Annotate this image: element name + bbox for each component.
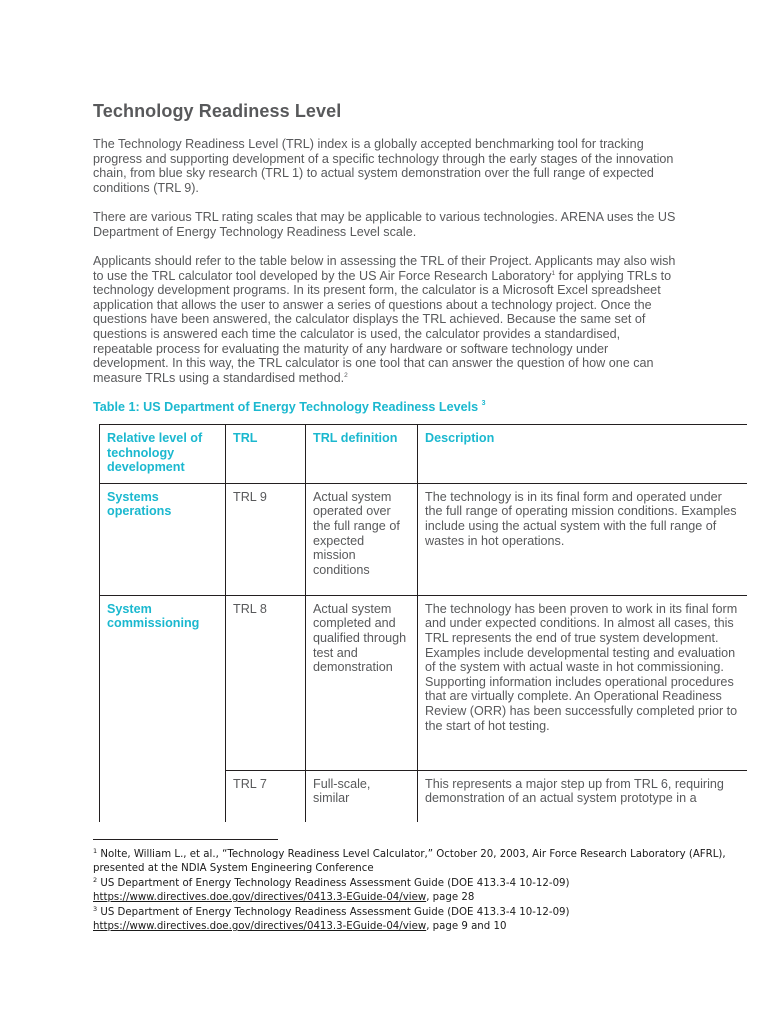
table-row	[100, 595, 748, 770]
trl-table-container	[99, 424, 747, 822]
footnote-3	[93, 906, 733, 935]
table-row	[100, 483, 748, 595]
header-definition: TRL definition	[306, 425, 418, 484]
trl-cell: TRL 7	[226, 770, 306, 822]
table-header-row	[100, 425, 748, 484]
trl-table	[99, 424, 747, 822]
level-cell: Systems operations	[100, 483, 226, 595]
footnote-2	[93, 877, 733, 906]
footnote-suffix: , page 28	[426, 892, 475, 904]
description-cell: The technology has been proven to work in its final form and under expected conditions. In almost all cases, this TRL represents the end of true system development. Examples include developmental testing and evaluation of the system with actual waste in hot commissioning. Supporting information includes operational procedures that are virtually complete. An Operational Readiness Review (ORR) has been successfully completed prior to the start of hot testing.	[418, 595, 748, 770]
footnote-divider	[93, 839, 278, 840]
footnote-1	[93, 848, 733, 877]
footnote-suffix: , page 9 and 10	[426, 921, 507, 933]
footnote-number: 3	[93, 904, 98, 913]
page-title: Technology Readiness Level	[93, 101, 342, 121]
footnote-ref-3[interactable]: 3	[481, 400, 486, 407]
definition-cell: Actual system operated over the full range of expected mission conditions	[306, 483, 418, 595]
header-level: Relative level of technology development	[100, 425, 226, 484]
applicants-text-b: for applying TRLs to technology development programs. In its present form, the calculator is a Microsoft Excel spreadsheet application that allows the user to answer a series of questions about a technology project. Once the questions have been answered, the calculator displays the TRL achieved. Because the same set of questions is answered each time the calculator is used, the calculator provides a standardised, repeatable process for evaluating the maturity of any hardware or software technology under development. In this way, the TRL calculator is one tool that can answer the question of how one can measure TRLs using a standardised method.	[93, 268, 672, 385]
header-trl: TRL	[226, 425, 306, 484]
description-cell: The technology is in its final form and operated under the full range of operating mission conditions. Examples include using the actual system with the full range of wastes in hot operations.	[418, 483, 748, 595]
intro-paragraph: The Technology Readiness Level (TRL) index is a globally accepted benchmarking tool for tracking progress and supporting development of a specific technology through the early stages of the innovation chain, from blue sky research (TRL 1) to actual system demonstration over the full range of expected conditions (TRL 9).	[93, 137, 674, 195]
trl-cell: TRL 9	[226, 483, 306, 595]
trl-cell: TRL 8	[226, 595, 306, 770]
footnote-link[interactable]: https://www.directives.doe.gov/directives/0413.3-EGuide-04/view	[93, 921, 427, 933]
footnote-text: Nolte, William L., et al., “Technology Readiness Level Calculator,” October 20, 2003, Air Force Research Laboratory (AFRL), presented at the NDIA System Engineering Conference	[93, 849, 726, 875]
level-cell-empty	[100, 770, 226, 822]
footnote-number: 2	[93, 875, 98, 884]
description-cell: This represents a major step up from TRL 6, requiring demonstration of an actual system prototype in a	[418, 770, 748, 822]
table-caption	[93, 400, 486, 414]
table-row	[100, 770, 748, 822]
trl-scales-paragraph: There are various TRL rating scales that may be applicable to various technologies. ARENA uses the US Department of Energy Technology Readiness Level scale.	[93, 210, 676, 239]
footnote-number: 1	[93, 847, 98, 855]
footnote-link[interactable]: https://www.directives.doe.gov/directives/0413.3-EGuide-04/view	[93, 892, 427, 904]
footnote-text: US Department of Energy Technology Readiness Assessment Guide (DOE 413.3-4 10-12-09)	[100, 877, 570, 889]
definition-cell: Actual system completed and qualified through test and demonstration	[306, 595, 418, 770]
footnote-text: US Department of Energy Technology Readiness Assessment Guide (DOE 413.3-4 10-12-09)	[100, 906, 570, 918]
footnotes	[93, 848, 733, 934]
level-cell: System commissioning	[100, 595, 226, 770]
footnote-ref-2[interactable]: 2	[344, 371, 348, 379]
header-description: Description	[418, 425, 748, 484]
definition-cell: Full-scale, similar	[306, 770, 418, 822]
footnote-ref-1[interactable]: 1	[551, 269, 556, 277]
applicants-paragraph	[93, 254, 683, 385]
applicants-text-a: Applicants should refer to the table below in assessing the TRL of their Project. Applicants may also wish to use the TRL calculator tool developed by the US Air Force Research Laboratory	[93, 254, 676, 283]
table-caption-text: Table 1: US Department of Energy Technology Readiness Levels	[93, 400, 479, 414]
